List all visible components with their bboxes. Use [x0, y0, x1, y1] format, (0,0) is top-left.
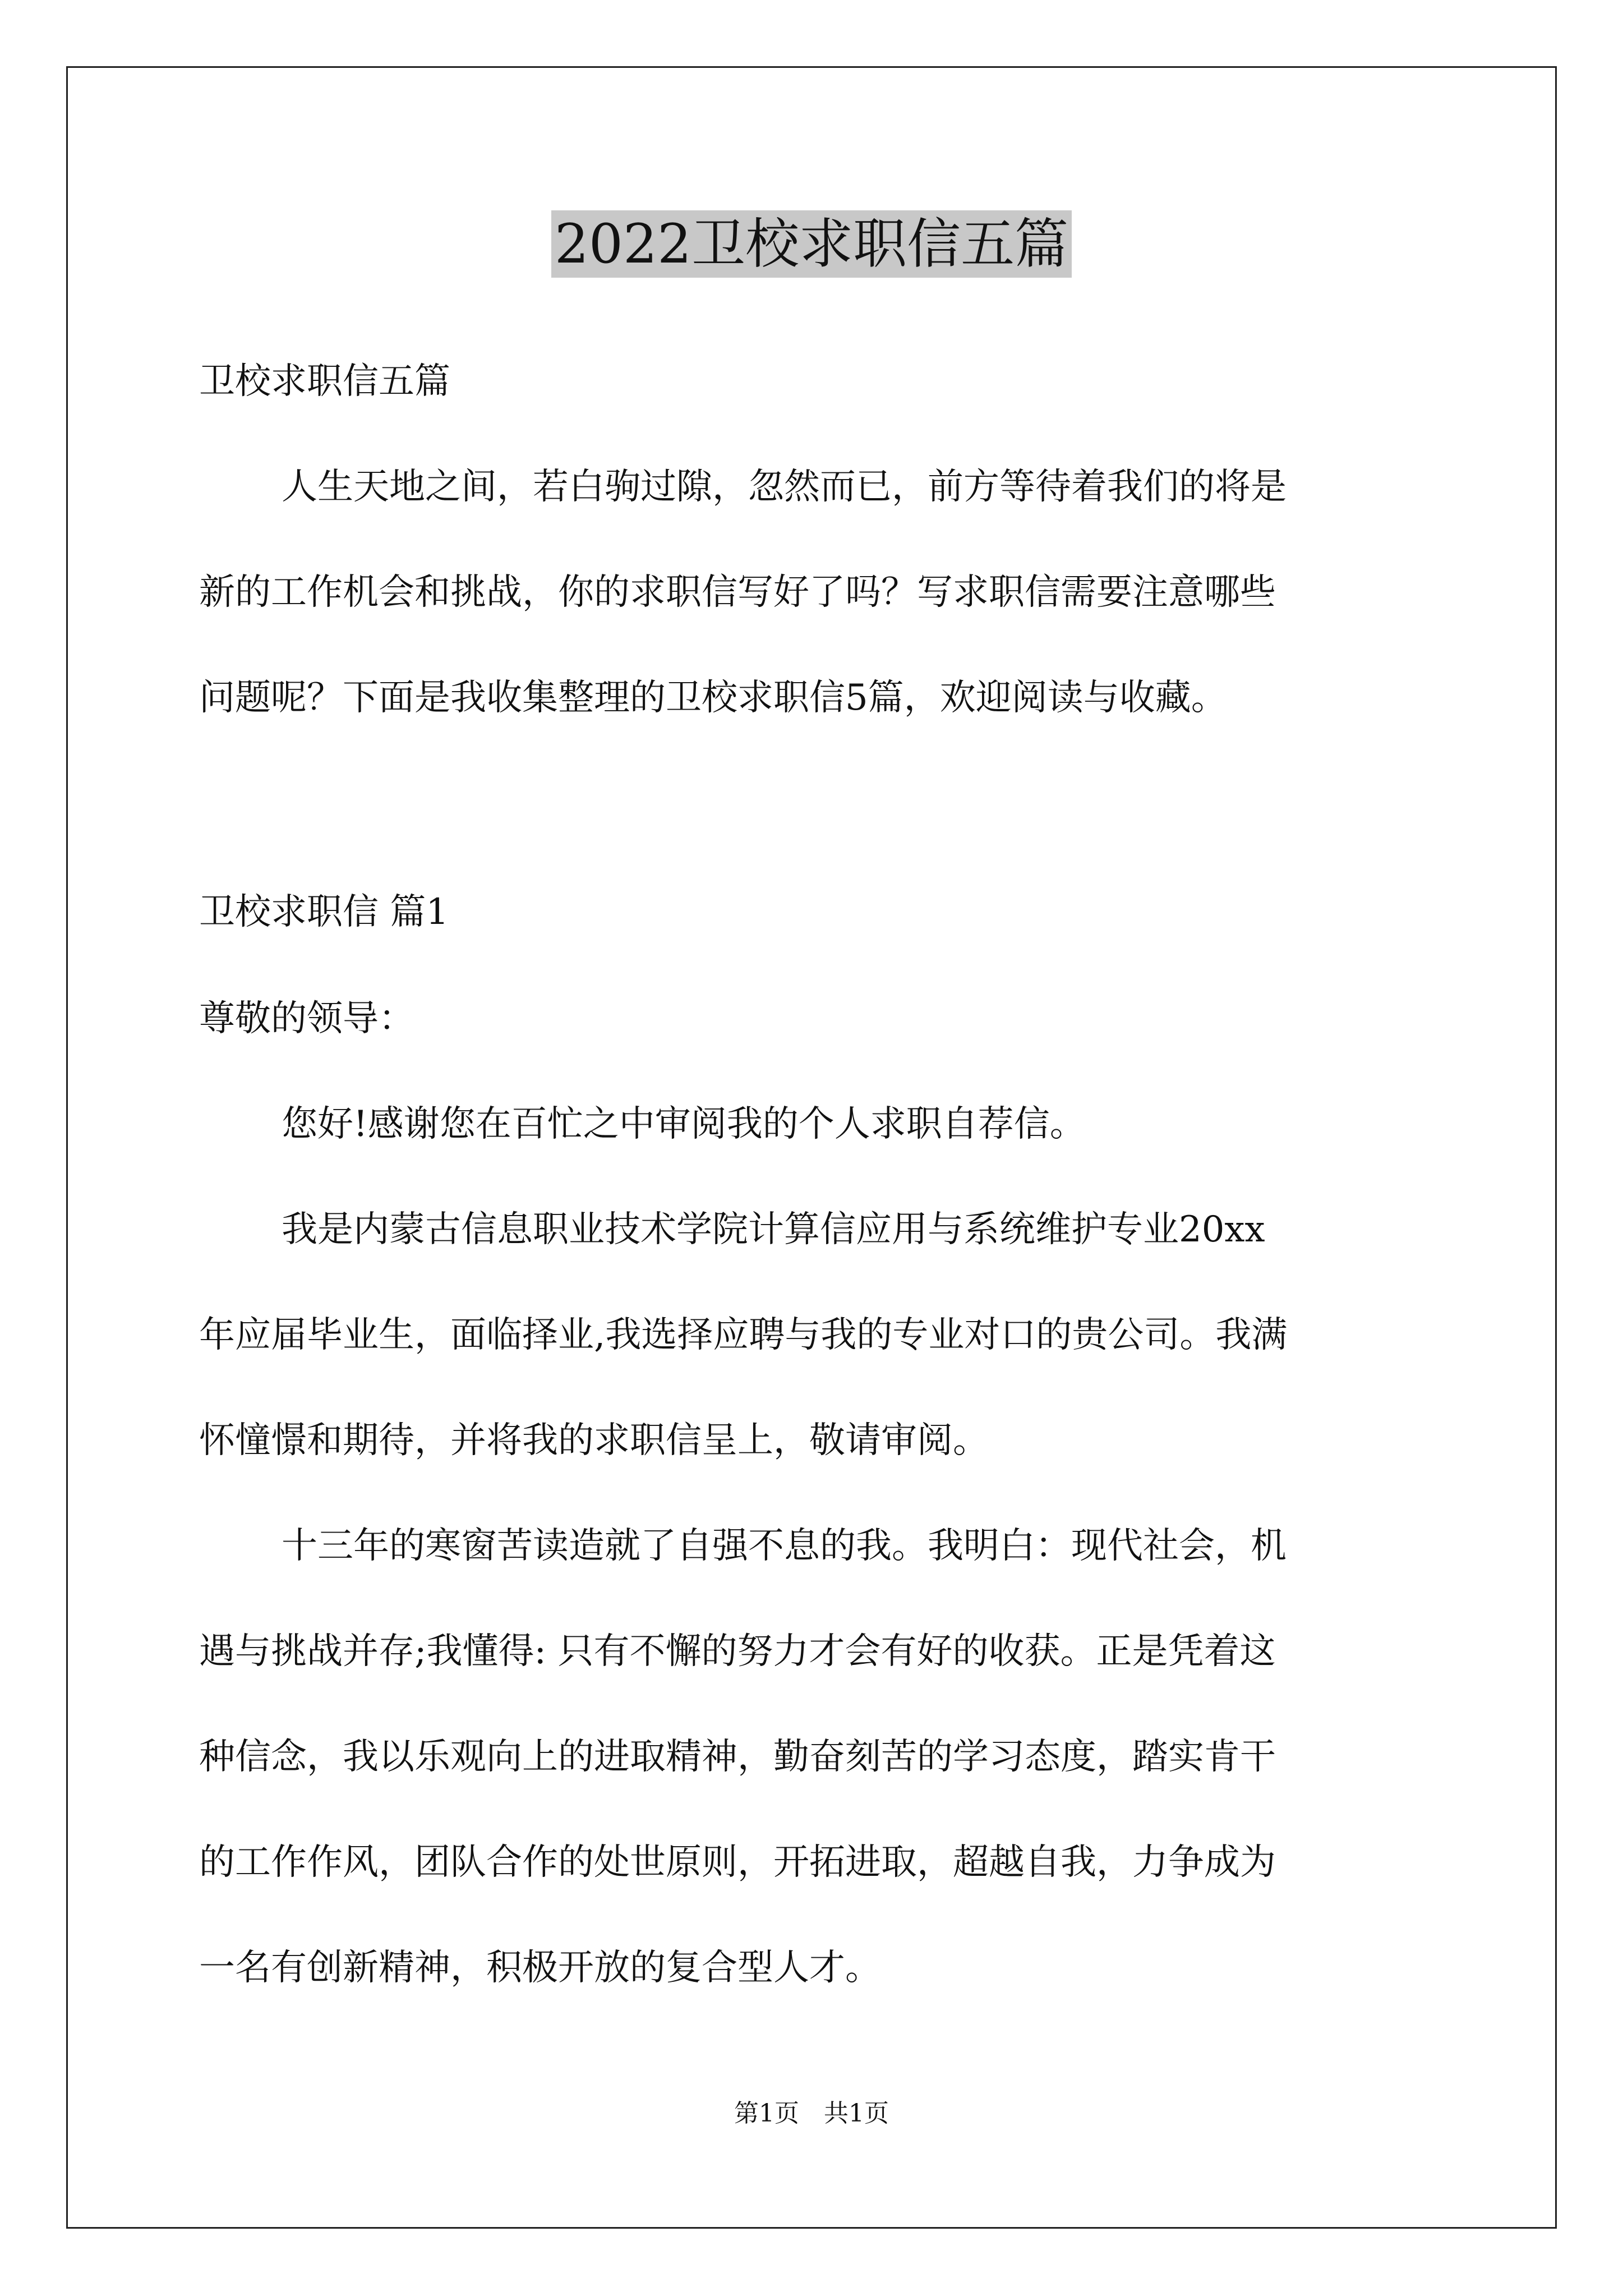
page-footer: 第1页 共1页: [734, 2099, 889, 2128]
body-line-5: 十三年的寒窗苦读造就了自强不息的我。我明白：现代社会，机: [282, 1525, 1287, 1567]
body-line-9: 一名有创新精神，积极开放的复合型人才。: [199, 1947, 881, 1989]
body-line-7: 种信念，我以乐观向上的进取精神，勤奋刻苦的学习态度，踏实肯干: [199, 1736, 1276, 1778]
document-title-text: 2022卫校求职信五篇: [551, 210, 1072, 278]
body-line-4: 怀憧憬和期待，并将我的求职信呈上，敬请审阅。: [199, 1420, 989, 1461]
subtitle-line: 卫校求职信五篇: [199, 361, 450, 402]
intro-line-1: 人生天地之间，若白驹过隙，忽然而已，前方等待着我们的将是: [282, 466, 1287, 508]
body-line-6: 遇与挑战并存;我懂得: 只有不懈的努力才会有好的收获。正是凭着这: [199, 1631, 1276, 1672]
salutation: 尊敬的领导：: [199, 998, 414, 1039]
body-line-8: 的工作作风，团队合作的处世原则，开拓进取，超越自我，力争成为: [199, 1842, 1276, 1883]
intro-line-3: 问题呢？下面是我收集整理的卫校求职信5篇，欢迎阅读与收藏。: [199, 677, 1227, 719]
body-line-1: 您好!感谢您在百忙之中审阅我的个人求职自荐信。: [282, 1103, 1086, 1145]
body-line-2: 我是内蒙古信息职业技术学院计算信应用与系统维护专业20xx: [282, 1209, 1265, 1250]
section-heading: 卫校求职信 篇1: [199, 891, 449, 933]
body-line-3: 年应届毕业生，面临择业,我选择应聘与我的专业对口的贵公司。我满: [199, 1314, 1288, 1356]
document-title: [0, 208, 1623, 280]
intro-line-2: 新的工作机会和挑战，你的求职信写好了吗？写求职信需要注意哪些: [199, 572, 1276, 613]
